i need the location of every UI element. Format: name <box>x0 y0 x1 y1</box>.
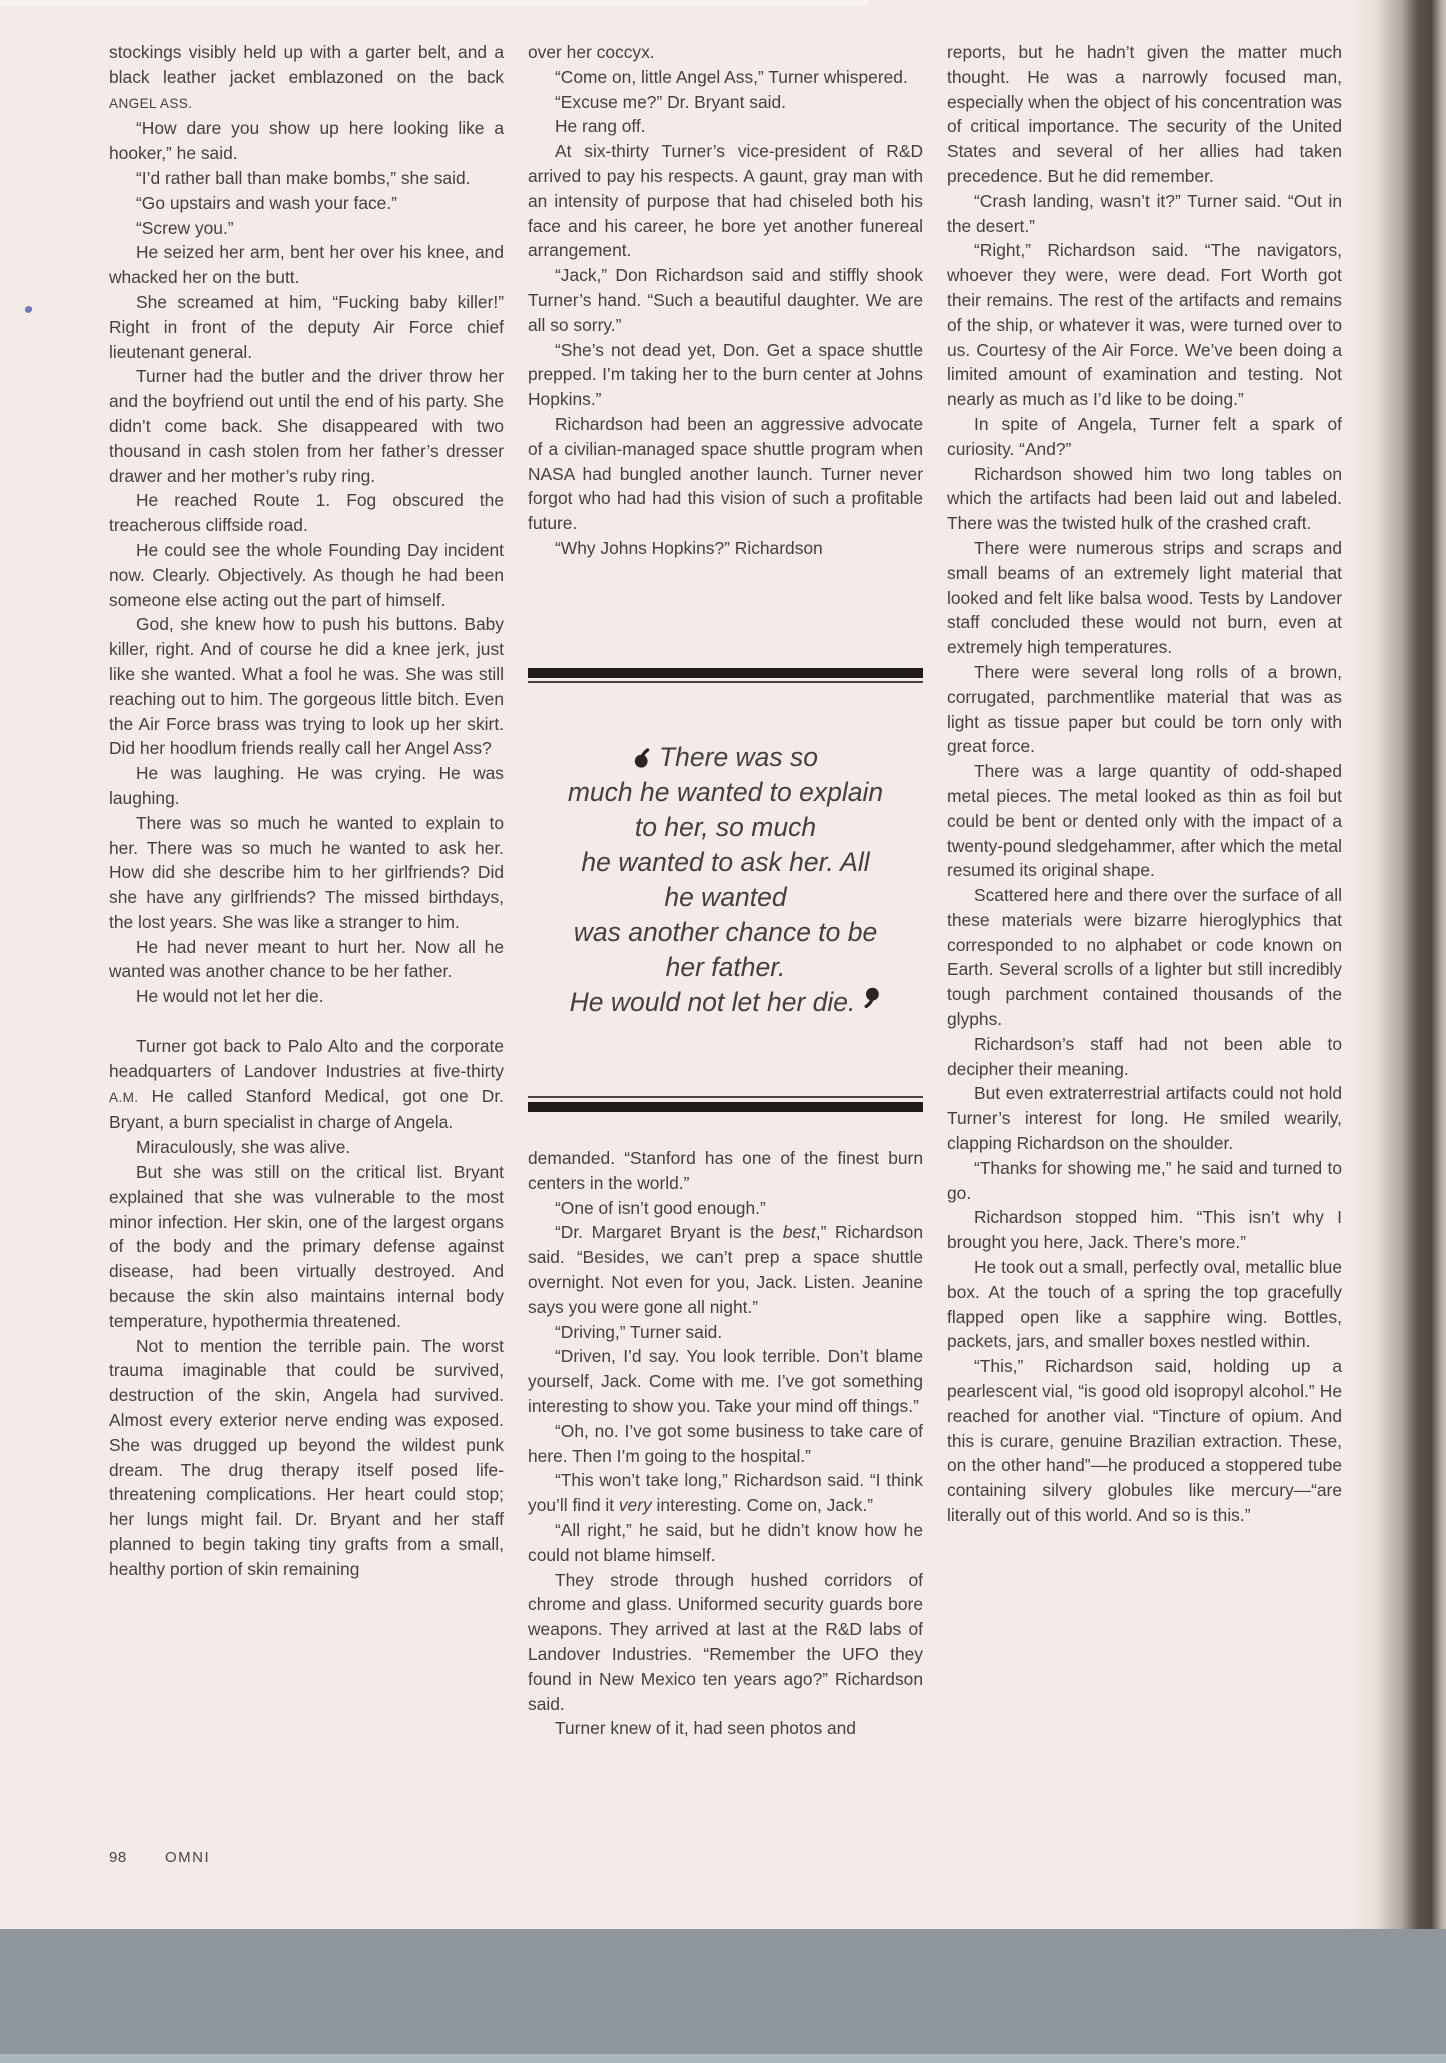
paragraph: “Right,” Richardson said. “The navigators, whoever they were, were dead. Fort Worth got their remains. The rest of the artifacts and remains of the ship, or whatever it was, were turned over to us. Courtesy of the Air Force. We’ve been doing a limited amount of examination and testing. Not nearly as much as I’d like to be doing.” <box>947 240 1342 410</box>
close-quote-icon <box>859 987 881 1009</box>
scanner-background-band <box>0 1929 1446 2063</box>
divider-thin-line <box>528 681 923 683</box>
paragraph: He rang off. <box>555 116 646 137</box>
paragraph: Turner got back to Palo Alto and the corporate headquarters of Landover Industries at five-thirty A.M. He called Stanford Medical, got one Dr. Bryant, a burn specialist in charge of Angela. <box>109 1036 504 1133</box>
page-edge-shadow <box>1348 0 1446 1929</box>
page-number: 98 <box>109 1849 127 1866</box>
paragraph: “Oh, no. I’ve got some business to take care of here. Then I’m going to the hospital.” <box>528 1420 923 1466</box>
paragraph: But she was still on the critical list. Bryant explained that she was vulnerable to the most minor infection. Her skin, one of the largest organs of the body and the primary defense against disease, had been virtually destroyed. And because the skin also maintains internal body temperature, hypothermia threatened. <box>109 1162 504 1331</box>
paragraph: “Driven, I’d say. You look terrible. Don’t blame yourself, Jack. Come with me. I’ve got something interesting to show you. Take your mind off things.” <box>528 1346 923 1416</box>
paragraph: He had never meant to hurt her. Now all he wanted was another chance to be her father. <box>109 936 504 982</box>
paragraph: Turner knew of it, had seen photos and <box>555 1718 856 1739</box>
paragraph: They strode through hushed corridors of chrome and glass. Uniformed security guards bore weapons. They arrived at last at the R&D labs of Landover Industries. “Remember the UFO they found in New Mexico ten years ago?” Richardson said. <box>528 1569 923 1714</box>
paragraph: over her coccyx. <box>528 42 655 62</box>
paragraph: He took out a small, perfectly oval, metallic blue box. At the touch of a spring the top gracefully flapped open like a sapphire wing. Bottles, packets, jars, and smaller boxes nestled within. <box>947 1257 1342 1352</box>
text-column-left <box>109 40 504 1582</box>
column-middle-bottom-text <box>528 1146 923 1741</box>
paragraph: Richardson’s staff had not been able to decipher their meaning. <box>947 1033 1342 1079</box>
paragraph: Turner had the butler and the driver throw her and the boyfriend out until the end of his party. She didn’t come back. She disappeared with two thousand in cash stolen from her father’s dresser drawer and her mother’s ruby ring. <box>109 366 504 486</box>
paragraph: “Jack,” Don Richardson said and stiffly shook Turner’s hand. “Such a beautiful daughter. We are all so sorry.” <box>528 265 923 335</box>
paragraph: “How dare you show up here looking like a hooker,” he said. <box>109 118 504 164</box>
paragraph: God, she knew how to push his buttons. Baby killer, right. And of course he did a knee jerk, just like she wanted. What a fool he was. She was still reaching out to him. The gorgeous little bitch. Even the Air Force brass was trying to look up her skirt. Did her hoodlum friends really call her Angel Ass? <box>109 614 504 759</box>
paragraph: “Excuse me?” Dr. Bryant said. <box>555 91 786 112</box>
text-column-right <box>947 40 1342 1528</box>
paragraph: There were several long rolls of a brown, corrugated, parchmentlike material that was as light as tissue paper but could be torn only with great force. <box>947 661 1342 757</box>
divider-thick-bar <box>528 1102 923 1112</box>
paragraph: He seized her arm, bent her over his knee, and whacked her on the butt. <box>109 242 504 288</box>
paragraph: “Thanks for showing me,” he said and turned to go. <box>947 1157 1342 1203</box>
paragraph: Miraculously, she was alive. <box>136 1137 351 1158</box>
paragraph: Richardson showed him two long tables on which the artifacts had been laid out and labeled. There was the twisted hulk of the crashed craft. <box>947 463 1342 534</box>
paragraph: He was laughing. He was crying. He was laughing. <box>109 763 504 808</box>
paragraph: He could see the whole Founding Day incident now. Clearly. Objectively. As though he had been someone else acting out the part of himself. <box>109 539 504 610</box>
pullquote-divider-bottom <box>528 1096 923 1112</box>
divider-thin-line <box>528 1096 923 1098</box>
paragraph: “Driving,” Turner said. <box>555 1321 723 1342</box>
paragraph: Richardson had been an aggressive advocate of a civilian-managed space shuttle program when NASA had bungled another launch. Turner never forgot who had had this vision of such a profitable future. <box>528 413 923 534</box>
paragraph: “I’d rather ball than make bombs,” she said. <box>136 167 471 188</box>
paragraph: “One of isn’t good enough.” <box>555 1197 766 1218</box>
paragraph: “Go upstairs and wash your face.” <box>136 192 397 213</box>
paragraph: “This,” Richardson said, holding up a pearlescent vial, “is good old isopropyl alcohol.” He reached for another vial. “Tincture of opium. And this is curare, genuine Brazilian extraction. These, on the other hand”—he produced a stoppered tube containing silvery globules like mercury—“are literally out of this world. And so is this.” <box>947 1356 1342 1526</box>
pullquote-divider-top <box>528 668 923 683</box>
paragraph: “Crash landing, wasn’t it?” Turner said. “Out in the desert.” <box>947 190 1342 236</box>
paragraph: “All right,” he said, but he didn’t know how he could not blame himself. <box>528 1519 923 1565</box>
paragraph: There were numerous strips and scraps and small beams of an extremely light material that looked and felt like balsa wood. Tests by Landover staff concluded these would not burn, even at extremely high temperatures. <box>947 537 1342 658</box>
text-column-middle <box>528 40 923 1840</box>
paragraph: Richardson stopped him. “This isn’t why I brought you here, Jack. There’s more.” <box>947 1207 1342 1253</box>
paragraph: But even extraterrestrial artifacts could not hold Turner’s interest for long. He smiled wearily, clapping Richardson on the shoulder. <box>947 1083 1342 1154</box>
paragraph: At six-thirty Turner’s vice-president of R&D arrived to pay his respects. A gaunt, gray man with an intensity of purpose that had chiseled both his face and his career, he bore yet another funereal arrangement. <box>528 141 923 261</box>
paragraph: She screamed at him, “Fucking baby killer!” Right in front of the deputy Air Force chief lieutenant general. <box>109 291 504 362</box>
pull-quote: There was so much he wanted to explain to her, so much he wanted to ask her. All he wanted was another chance to be her father. He would not let her die. <box>567 742 884 1017</box>
paragraph: “Come on, little Angel Ass,” Turner whispered. <box>555 66 908 87</box>
paragraph: He reached Route 1. Fog obscured the treacherous cliffside road. <box>109 490 504 536</box>
paragraph: reports, but he hadn’t given the matter much thought. He was a narrowly focused man, especially when the object of his concentration was of critical importance. The security of the United States and several of her allies had taken precedence. But he did remember. <box>947 42 1342 186</box>
open-quote-icon <box>633 747 655 769</box>
paragraph: “Why Johns Hopkins?” Richardson <box>555 537 823 558</box>
paragraph: “This won’t take long,” Richardson said. “I think you’ll find it very interesting. Come on, Jack.” <box>528 1470 923 1516</box>
page-footer <box>109 1849 210 1866</box>
magazine-name: OMNI <box>165 1849 211 1866</box>
paragraph: “She’s not dead yet, Don. Get a space shuttle prepped. I’m taking her to the burn center at Johns Hopkins.” <box>528 339 923 410</box>
paragraph: There was a large quantity of odd-shaped metal pieces. The metal looked as thin as foil but could be bent or dented only with the impact of a twenty-pound sledgehammer, after which the metal resumed its original shape. <box>947 761 1342 881</box>
paragraph: In spite of Angela, Turner felt a spark of curiosity. “And?” <box>947 413 1342 459</box>
paragraph: “Screw you.” <box>136 217 234 238</box>
paragraph: Not to mention the terrible pain. The worst trauma imaginable that could be survived, destruction of the skin, Angela had survived. Almost every exterior nerve ending was exposed. She was drugged up beyond the wildest punk dream. The drug therapy itself posed life-threatening complications. Her heart could stop; her lungs might fail. Dr. Bryant and her staff planned to begin taking tiny grafts from a small, healthy portion of skin remaining <box>109 1335 504 1579</box>
paragraph: Scattered here and there over the surface of all these materials were bizarre hieroglyphics that corresponded to no alphabet or code known on Earth. Several scrolls of a lighter but still incredibly tough parchment contained thousands of the glyphs. <box>947 885 1342 1030</box>
paragraph: “Dr. Margaret Bryant is the best,” Richardson said. “Besides, we can’t prep a space shuttle overnight. Not even for you, Jack. Listen. Jeanine says you were gone all night.” <box>528 1222 923 1317</box>
paragraph: He would not let her die. <box>136 986 324 1007</box>
paragraph: stockings visibly held up with a garter belt, and a black leather jacket emblazoned on the back ANGEL ASS. <box>109 42 504 111</box>
paragraph: There was so much he wanted to explain to her. There was so much he wanted to ask her. How did she describe him to her girlfriends? Did she have any girlfriends? The missed birthdays, the lost years. She was like a stranger to him. <box>109 812 504 932</box>
divider-thick-bar <box>528 668 923 678</box>
column-middle-top-text <box>528 40 923 561</box>
paragraph: demanded. “Stanford has one of the finest burn centers in the world.” <box>528 1148 923 1193</box>
